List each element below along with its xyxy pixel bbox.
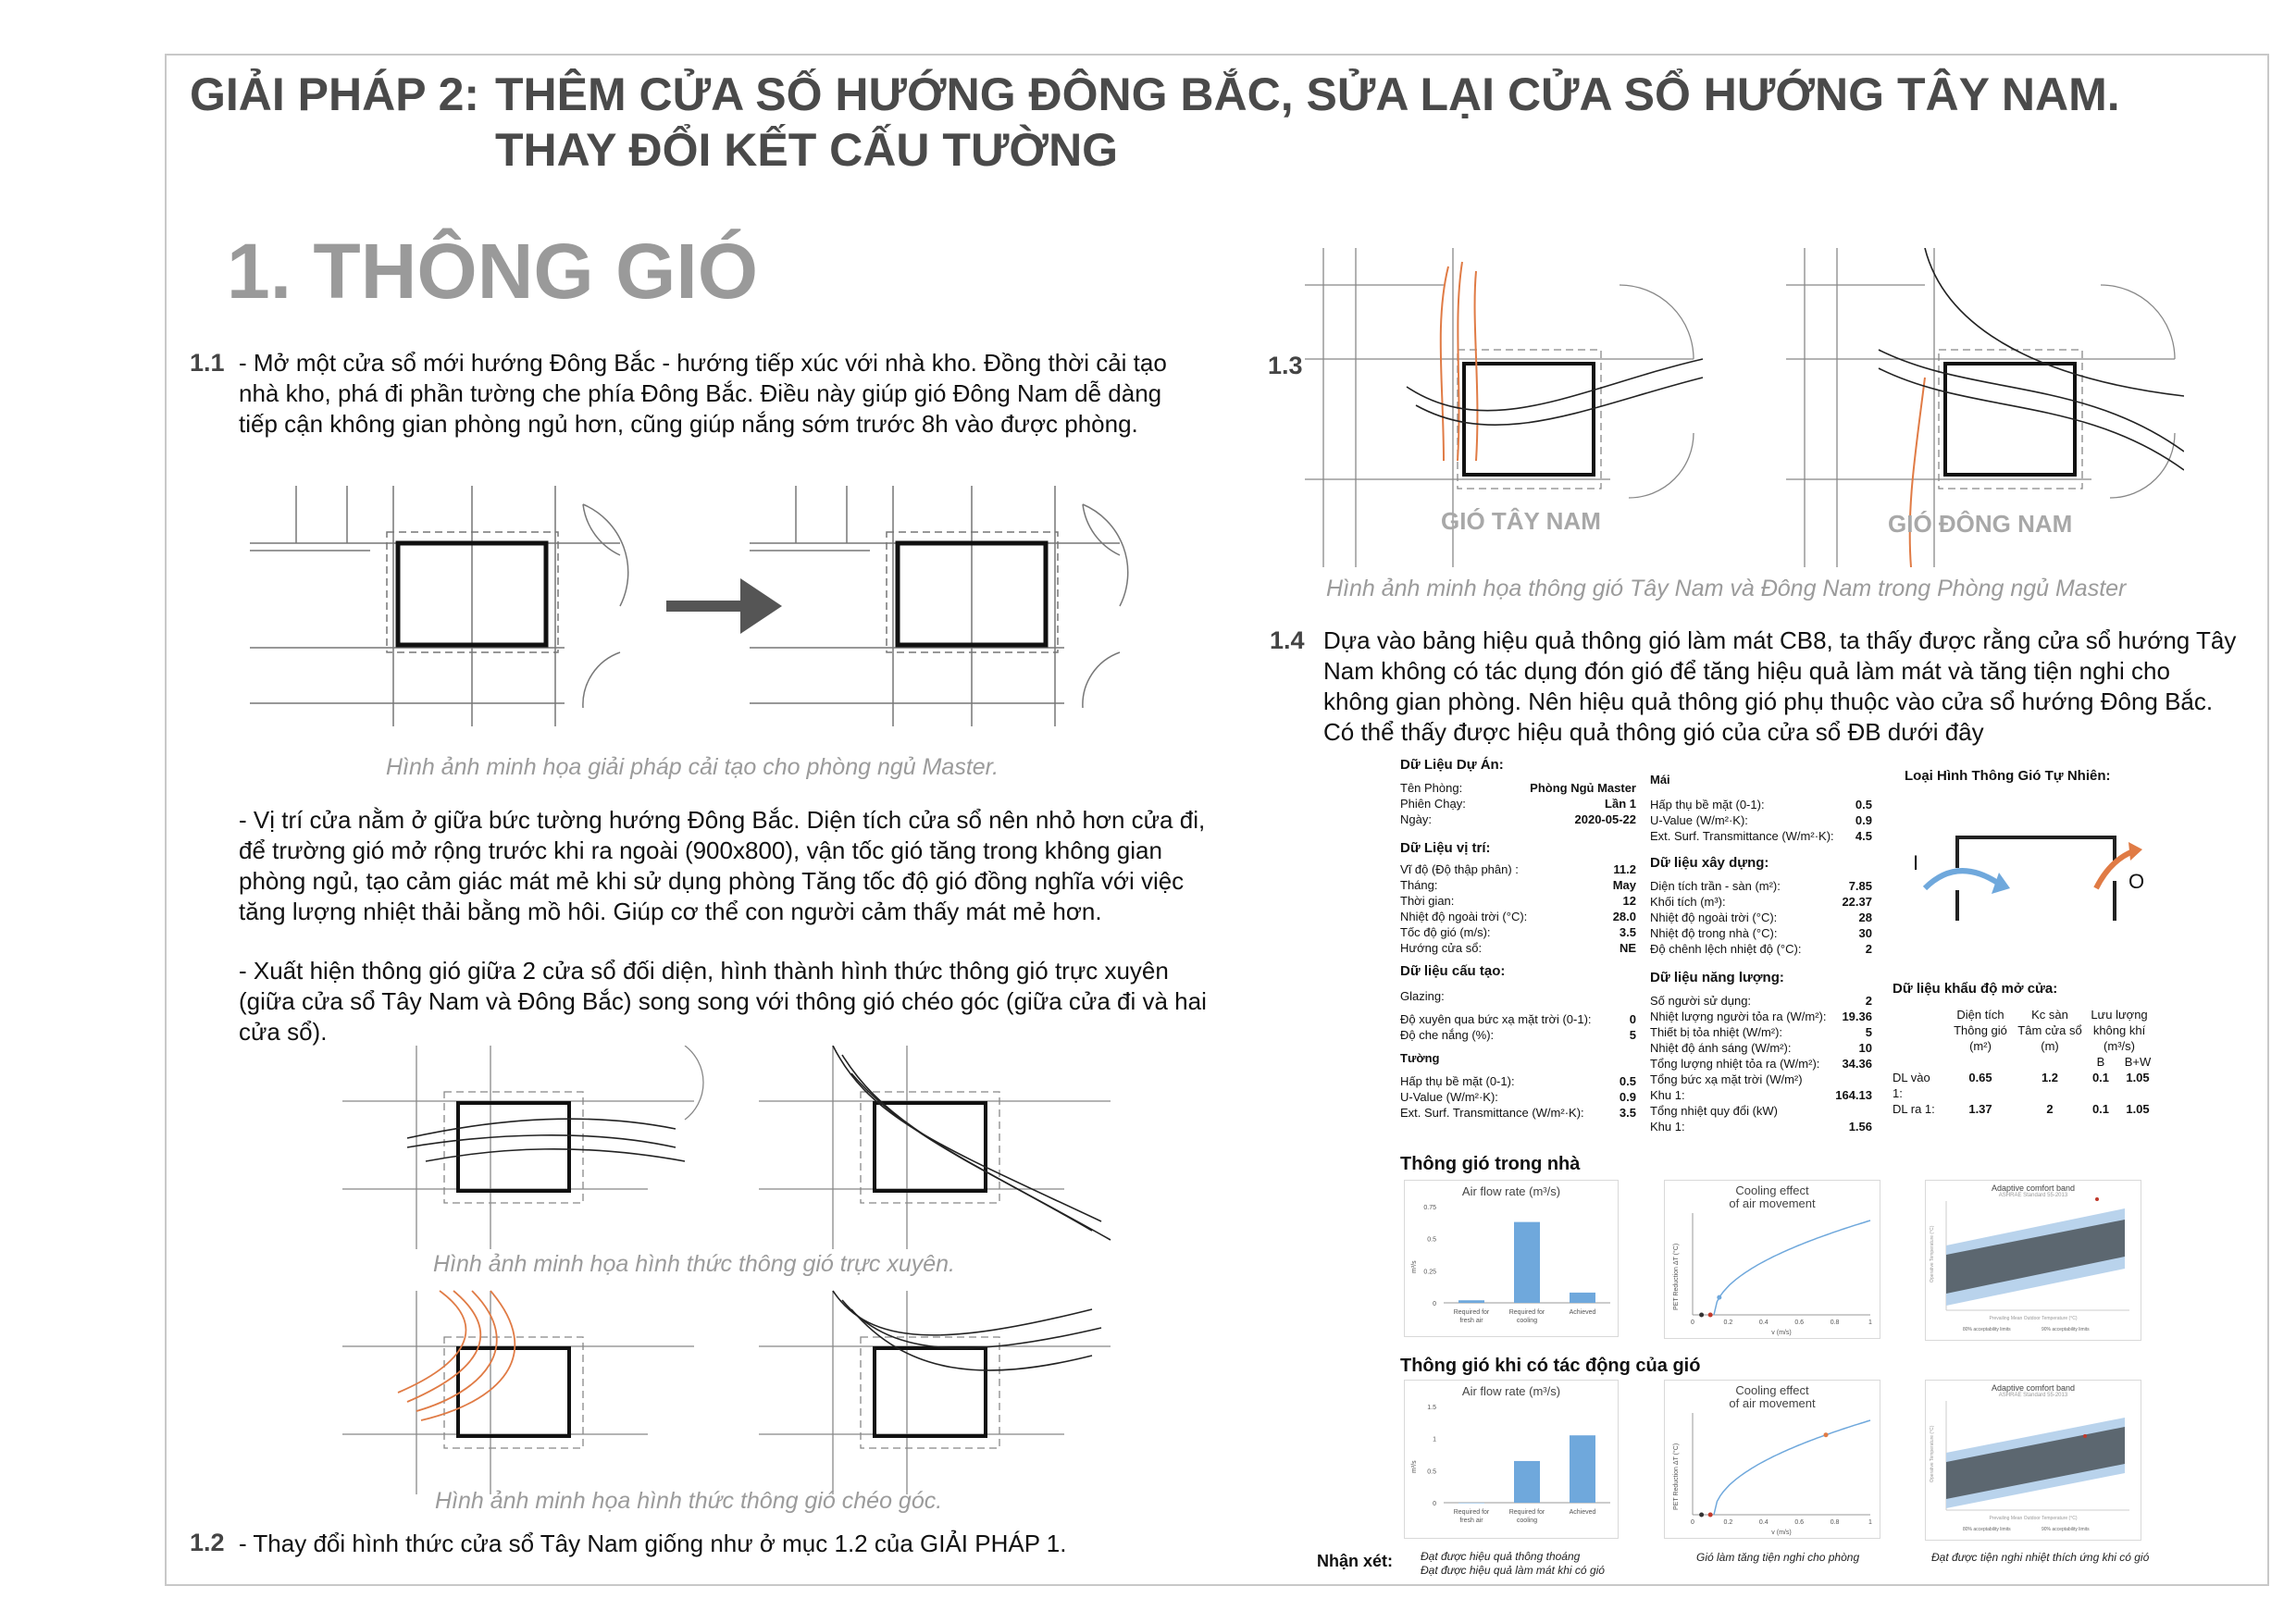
energy-row bbox=[1650, 993, 1872, 1009]
x-tick-label: 0.6 bbox=[1794, 1319, 1805, 1326]
location-row bbox=[1400, 861, 1636, 877]
opening-bw-row bbox=[1893, 1054, 2161, 1070]
achieved-point bbox=[1717, 1295, 1721, 1300]
reference-point bbox=[1699, 1313, 1704, 1318]
row-value: 3.5 bbox=[1619, 1106, 1636, 1120]
caption-cross-ventilation: Hình ảnh minh họa hình thức thông gió trực xuyên. bbox=[433, 1251, 955, 1277]
build-row bbox=[1650, 910, 1872, 925]
bar bbox=[1570, 1293, 1595, 1303]
energy-row bbox=[1650, 1119, 1872, 1134]
y-axis-label: PET Reduction ΔT (°C) bbox=[1673, 1443, 1680, 1510]
row-value: 0.5 bbox=[1855, 798, 1872, 812]
y-tick-label: 0 bbox=[1433, 1501, 1436, 1507]
row-key: Nhiệt độ ánh sáng (W/m²): bbox=[1650, 1041, 1792, 1055]
row-key: Phiên Chạy: bbox=[1400, 797, 1466, 811]
outlet-label: O bbox=[2128, 870, 2145, 893]
comfort-legend-90: 90% acceptability limits bbox=[2042, 1327, 2090, 1332]
row-value: 1.37 bbox=[1968, 1102, 1992, 1116]
build-row bbox=[1650, 878, 1872, 894]
x-tick-label: 0.2 bbox=[1723, 1519, 1733, 1526]
solution-title-line1: THÊM CỬA SỐ HƯỚNG ĐÔNG BẮC, SỬA LẠI CỬA SỔ HƯỚNG TÂY NAM. bbox=[495, 68, 2120, 120]
inlet-label: I bbox=[1913, 851, 1919, 874]
opening-unit: (m²) bbox=[1969, 1039, 1992, 1053]
construction-row bbox=[1400, 1011, 1636, 1027]
row-value: 2020-05-22 bbox=[1574, 812, 1636, 826]
project-data-block bbox=[1400, 757, 1636, 1121]
opening-units-row bbox=[1893, 1038, 2161, 1054]
row-value: 0.1 bbox=[2091, 1071, 2110, 1084]
caption-renovation: Hình ảnh minh họa giải pháp cải tạo cho phòng ngủ Master. bbox=[386, 754, 999, 780]
location-row bbox=[1400, 893, 1636, 909]
y-tick-label: 0.5 bbox=[1427, 1468, 1436, 1476]
y-tick-label: 0 bbox=[1433, 1301, 1436, 1307]
comfort-x-label: Prevailing Mean Outdoor Temperature (°C) bbox=[1989, 1516, 2078, 1521]
airflow-chart-wind bbox=[1404, 1380, 1619, 1539]
bar bbox=[1514, 1222, 1540, 1303]
energy-row bbox=[1650, 1103, 1872, 1119]
cooling-title-line1: Cooling effect bbox=[1735, 1183, 1809, 1197]
opening-head: Tâm cửa sổ bbox=[2017, 1023, 2082, 1037]
comfort-chart-subtitle: ASHRAE Standard 55-2013 bbox=[1998, 1193, 2068, 1198]
row-value: 12 bbox=[1622, 894, 1636, 908]
energy-row bbox=[1650, 1024, 1872, 1040]
y-tick-label: 1 bbox=[1433, 1436, 1436, 1443]
bar bbox=[1458, 1503, 1484, 1504]
row-value: 1.2 bbox=[2041, 1071, 2059, 1084]
opening-data-title: Dữ liệu khẩu độ mở cửa: bbox=[1893, 981, 2058, 997]
wall-row bbox=[1400, 1073, 1636, 1089]
airflow-chart-indoor bbox=[1404, 1180, 1619, 1337]
row-key: Thiết bị tỏa nhiệt (W/m²): bbox=[1650, 1025, 1783, 1039]
note-airflow-line1: Đạt được hiệu quả thông thoáng bbox=[1421, 1550, 1581, 1563]
roof-row bbox=[1650, 812, 1872, 828]
item-1-2-text: - Thay đổi hình thức cửa sổ Tây Nam giống như ở mục 1.2 của GIẢI PHÁP 1. bbox=[239, 1530, 1067, 1557]
y-axis-label: PET Reduction ΔT (°C) bbox=[1673, 1243, 1680, 1310]
plan-renovation-diagram bbox=[250, 486, 1185, 726]
row-key: Nhiệt độ ngoài trời (°C): bbox=[1400, 910, 1528, 923]
indoor-ventilation-title: Thông gió trong nhà bbox=[1400, 1154, 1581, 1174]
roof-row bbox=[1650, 797, 1872, 812]
airflow-bar-plot bbox=[1405, 1381, 1618, 1538]
item-1-1-text: - Mở một cửa sổ mới hướng Đông Bắc - hướng tiếp xúc với nhà kho. Đồng thời cải tạo nhà kho, phá đi phần tường che phía Đông Bắc. Điều này giúp gió Đông Nam dễ dàng tiếp cận không gian phòng ngủ hơn, cũng giúp nắng sớm trước 8h vào được phòng. bbox=[239, 349, 1167, 438]
opening-head: Lưu lượng bbox=[2091, 1008, 2148, 1022]
reference-point bbox=[1699, 1513, 1704, 1518]
x-tick-label: 1 bbox=[1868, 1519, 1872, 1526]
caption-wind-directions: Hình ảnh minh họa thông gió Tây Nam và Đông Nam trong Phòng ngủ Master bbox=[1326, 576, 2127, 601]
row-key: Nhiệt lượng người tỏa ra (W/m²): bbox=[1650, 1010, 1827, 1023]
comfort-legend-80: 80% acceptability limits bbox=[1963, 1327, 2011, 1332]
category-label: cooling bbox=[1516, 1518, 1538, 1524]
opening-head: Kc sàn bbox=[2031, 1008, 2068, 1022]
comfort-legend-90: 90% acceptability limits bbox=[2042, 1527, 2090, 1532]
energy-row bbox=[1650, 1009, 1872, 1024]
row-value: 5 bbox=[1865, 1025, 1872, 1039]
energy-row bbox=[1650, 1056, 1872, 1072]
row-key: Khu 1: bbox=[1650, 1088, 1685, 1102]
category-label: Required for bbox=[1453, 1309, 1490, 1316]
opening-head: không khí bbox=[2092, 1023, 2146, 1037]
category-label: cooling bbox=[1516, 1318, 1538, 1324]
airflow-bar-plot bbox=[1405, 1181, 1618, 1336]
row-key: Khu 1: bbox=[1650, 1120, 1685, 1134]
cooling-curve bbox=[1714, 1220, 1870, 1315]
note-airflow bbox=[1421, 1550, 1605, 1578]
x-tick-label: 0.4 bbox=[1758, 1519, 1769, 1526]
row-value: 2 bbox=[1865, 994, 1872, 1008]
comfort-chart-title: Adaptive comfort band bbox=[1991, 1183, 2076, 1193]
airflow-chart-title: Air flow rate (m³/s) bbox=[1461, 1184, 1561, 1198]
opening-head-row bbox=[1893, 1022, 2161, 1038]
row-key: Hấp thụ bề mặt (0-1): bbox=[1650, 798, 1765, 812]
row-key: Thời gian: bbox=[1400, 894, 1455, 908]
row-key: Độ xuyên qua bức xạ mặt trời (0-1): bbox=[1400, 1012, 1592, 1026]
row-value: 7.85 bbox=[1848, 879, 1872, 893]
row-value: 164.13 bbox=[1835, 1088, 1872, 1102]
row-value: 11.2 bbox=[1613, 862, 1636, 876]
row-value: 30 bbox=[1858, 926, 1872, 940]
x-tick-label: 1 bbox=[1868, 1319, 1872, 1326]
row-key: U-Value (W/m²·K): bbox=[1400, 1090, 1498, 1104]
bar bbox=[1458, 1300, 1484, 1303]
row-value: 1.05 bbox=[2126, 1071, 2150, 1084]
row-key: DL ra 1: bbox=[1893, 1102, 1935, 1116]
caption-corner-ventilation: Hình ảnh minh họa hình thức thông gió chéo góc. bbox=[435, 1488, 943, 1514]
row-value: 0 bbox=[1629, 1012, 1636, 1026]
natural-ventilation-icon bbox=[1906, 814, 2147, 944]
row-key: Độ chênh lệch nhiệt độ (°C): bbox=[1650, 942, 1802, 956]
row-value: 10 bbox=[1858, 1041, 1872, 1055]
row-key: Hướng cửa sổ: bbox=[1400, 941, 1483, 955]
section-title: 1. THÔNG GIÓ bbox=[227, 228, 759, 315]
opening-head: Diện tích bbox=[1956, 1008, 2004, 1022]
energy-data-title: Dữ liệu năng lượng: bbox=[1650, 970, 1784, 985]
x-axis-label: v (m/s) bbox=[1771, 1330, 1792, 1336]
cooling-curve-plot bbox=[1665, 1181, 1880, 1338]
row-value: 19.36 bbox=[1842, 1010, 1872, 1023]
build-row bbox=[1650, 894, 1872, 910]
row-key: Ext. Surf. Transmittance (W/m²·K): bbox=[1650, 829, 1834, 843]
x-tick-label: 0.8 bbox=[1830, 1519, 1840, 1526]
row-key: Nhiệt độ ngoài trời (°C): bbox=[1650, 911, 1778, 924]
notes-label: Nhận xét: bbox=[1317, 1552, 1394, 1570]
opening-bw: B bbox=[2096, 1055, 2105, 1069]
cooling-title-line1: Cooling effect bbox=[1735, 1383, 1809, 1397]
construction-data-title: Dữ liệu cấu tạo: bbox=[1400, 963, 1506, 979]
opening-head: Thông gió bbox=[1954, 1023, 2007, 1037]
airflow-chart-title: Air flow rate (m³/s) bbox=[1461, 1384, 1561, 1398]
location-row bbox=[1400, 909, 1636, 924]
x-axis-label: v (m/s) bbox=[1771, 1530, 1792, 1536]
row-key: Tổng bức xạ mặt trời (W/m²) bbox=[1650, 1072, 1803, 1086]
natural-ventilation-title: Loại Hình Thông Gió Tự Nhiên: bbox=[1905, 768, 2111, 784]
row-key: Hấp thụ bề mặt (0-1): bbox=[1400, 1074, 1515, 1088]
build-data-title: Dữ liệu xây dựng: bbox=[1650, 855, 1769, 871]
x-tick-label: 0 bbox=[1691, 1319, 1694, 1326]
row-key: Số người sử dụng: bbox=[1650, 994, 1752, 1008]
row-key: Ngày: bbox=[1400, 812, 1432, 826]
reference-point bbox=[1708, 1313, 1713, 1318]
energy-row bbox=[1650, 1040, 1872, 1056]
row-value: 0.9 bbox=[1619, 1090, 1636, 1104]
row-key: Tốc độ gió (m/s): bbox=[1400, 925, 1491, 939]
achieved-point bbox=[1824, 1432, 1829, 1437]
row-key: DL vào 1: bbox=[1893, 1071, 1930, 1100]
row-value: 28 bbox=[1858, 911, 1872, 924]
building-data-block bbox=[1650, 772, 1872, 1134]
row-key: Ext. Surf. Transmittance (W/m²·K): bbox=[1400, 1106, 1584, 1120]
row-value: 1.56 bbox=[1848, 1120, 1872, 1134]
wall-row bbox=[1400, 1105, 1636, 1121]
item-1-1-number: 1.1 bbox=[190, 349, 225, 377]
wall-title: Tường bbox=[1400, 1051, 1440, 1065]
y-tick-label: 0.5 bbox=[1427, 1236, 1436, 1244]
row-value: 3.5 bbox=[1619, 925, 1636, 939]
build-row bbox=[1650, 941, 1872, 957]
roof-row bbox=[1650, 828, 1872, 844]
label-southeast-wind: GIÓ ĐÔNG NAM bbox=[1888, 510, 2073, 538]
row-key: Nhiệt độ trong nhà (°C): bbox=[1650, 926, 1778, 940]
row-value: 5 bbox=[1629, 1028, 1636, 1042]
category-label: fresh air bbox=[1459, 1518, 1483, 1524]
item-1-1-paragraph-2: - Vị trí cửa nằm ở giữa bức tường hướng Đông Bắc. Diện tích cửa sổ nên nhỏ hơn cửa đi, để trường gió mở rộng trước khi ra ngoài (900x800), vận tốc gió tăng trong không gian phòng ngủ, tạo cảm giác mát mẻ khi sử dụng phòng Tăng tốc độ gió đồng nghĩa với việc tăng lượng nhiệt thải bằng mồ hôi. Giúp cơ thể con người cảm thấy mát mẻ hơn. bbox=[239, 806, 1206, 925]
wind-ventilation-title: Thông gió khi có tác động của gió bbox=[1400, 1356, 1701, 1376]
opening-head-row bbox=[1893, 1007, 2161, 1022]
row-value: 0.1 bbox=[2091, 1102, 2110, 1116]
item-1-3-number: 1.3 bbox=[1268, 352, 1303, 379]
location-row bbox=[1400, 924, 1636, 940]
label-southwest-wind: GIÓ TÂY NAM bbox=[1441, 507, 1601, 535]
opening-unit: (m³/s) bbox=[2104, 1039, 2135, 1053]
energy-row bbox=[1650, 1072, 1872, 1087]
roof-title: Mái bbox=[1650, 773, 1670, 787]
row-value: 0.65 bbox=[1968, 1071, 1992, 1084]
location-row bbox=[1400, 877, 1636, 893]
note-airflow-line2: Đạt được hiệu quả làm mát khi có gió bbox=[1421, 1564, 1605, 1577]
row-value: 1.05 bbox=[2126, 1102, 2150, 1116]
category-label: Required for bbox=[1508, 1509, 1545, 1516]
category-label: Achieved bbox=[1569, 1509, 1596, 1516]
row-value: NE bbox=[1619, 941, 1636, 955]
row-value: 2 bbox=[1865, 942, 1872, 956]
row-value: 34.36 bbox=[1842, 1057, 1872, 1071]
x-tick-label: 0.4 bbox=[1758, 1319, 1769, 1326]
y-axis-label: m³/s bbox=[1411, 1460, 1418, 1473]
glazing-label: Glazing: bbox=[1400, 989, 1445, 1003]
opening-row bbox=[1893, 1070, 2161, 1101]
row-key: U-Value (W/m²·K): bbox=[1650, 813, 1748, 827]
wall-row bbox=[1400, 1089, 1636, 1105]
location-row bbox=[1400, 940, 1636, 956]
note-comfort: Đạt được tiện nghi nhiệt thích ứng khi có gió bbox=[1931, 1551, 2150, 1564]
solution-title-line2: THAY ĐỔI KẾT CẤU TƯỜNG bbox=[495, 124, 1119, 176]
category-label: Required for bbox=[1453, 1509, 1490, 1516]
item-1-4-number: 1.4 bbox=[1270, 626, 1305, 654]
cooling-title-line2: of air movement bbox=[1729, 1396, 1816, 1410]
reference-point bbox=[1708, 1513, 1713, 1518]
item-1-4-text: Dựa vào bảng hiệu quả thông gió làm mát CB8, ta thấy được rằng cửa sổ hướng Tây Nam không có tác dụng đón gió để tăng hiệu quả làm mát và tăng tiện nghi cho không gian phòng. Nên hiệu quả thông gió phụ thuộc vào cửa sổ hướng Đông Bắc. Có thể thấy được hiệu quả thông gió của cửa sổ ĐB dưới đây bbox=[1323, 626, 2237, 746]
comfort-y-label: Operative Temperature (°C) bbox=[1930, 1425, 1935, 1482]
construction-row bbox=[1400, 1027, 1636, 1043]
solution-label: GIẢI PHÁP 2: bbox=[190, 68, 480, 120]
category-label: Achieved bbox=[1569, 1309, 1596, 1316]
location-data-title: Dữ Liệu vị trí: bbox=[1400, 840, 1491, 856]
item-1-2-number: 1.2 bbox=[190, 1529, 225, 1556]
row-key: Tên Phòng: bbox=[1400, 781, 1463, 795]
opening-bw: B+W bbox=[2124, 1055, 2152, 1069]
category-label: fresh air bbox=[1459, 1318, 1483, 1324]
comfort-chart-subtitle: ASHRAE Standard 55-2013 bbox=[1998, 1393, 2068, 1398]
project-row bbox=[1400, 812, 1636, 827]
energy-row bbox=[1650, 1087, 1872, 1103]
row-key: Tổng lượng nhiệt tỏa ra (W/m²): bbox=[1650, 1057, 1820, 1071]
bar bbox=[1570, 1435, 1595, 1503]
comfort-chart-title: Adaptive comfort band bbox=[1991, 1383, 2076, 1393]
opening-row bbox=[1893, 1101, 2161, 1117]
opening-unit: (m) bbox=[2041, 1039, 2059, 1053]
item-1-1-paragraph-3: - Xuất hiện thông gió giữa 2 cửa sổ đối diện, hình thành hình thức thông gió trực xuyên (giữa cửa sổ Tây Nam và Đông Bắc) song song với thông gió chéo góc (giữa cửa đi và hai cửa sổ). bbox=[239, 957, 1207, 1046]
row-value: 0.5 bbox=[1619, 1074, 1636, 1088]
row-key: Tháng: bbox=[1400, 878, 1438, 892]
comfort-legend-80: 80% acceptability limits bbox=[1963, 1527, 2011, 1532]
row-key: Khối tích (m³): bbox=[1650, 895, 1726, 909]
row-value: 2 bbox=[2046, 1102, 2054, 1116]
note-cooling: Gió làm tăng tiện nghi cho phòng bbox=[1696, 1551, 1860, 1564]
x-tick-label: 0.6 bbox=[1794, 1519, 1805, 1526]
cooling-chart-indoor bbox=[1664, 1180, 1880, 1339]
project-data-title: Dữ Liệu Dự Án: bbox=[1400, 757, 1504, 773]
row-value: 0.9 bbox=[1855, 813, 1872, 827]
cooling-chart-wind bbox=[1664, 1380, 1880, 1539]
cooling-curve bbox=[1714, 1420, 1870, 1515]
row-value: Phòng Ngủ Master bbox=[1530, 781, 1636, 795]
y-tick-label: 0.75 bbox=[1423, 1205, 1436, 1211]
bar bbox=[1514, 1461, 1540, 1503]
row-value: 4.5 bbox=[1855, 829, 1872, 843]
y-tick-label: 1.5 bbox=[1427, 1405, 1436, 1411]
comfort-chart-indoor bbox=[1925, 1180, 2141, 1341]
row-value: 22.37 bbox=[1842, 895, 1872, 909]
category-label: Required for bbox=[1508, 1309, 1545, 1316]
y-tick-label: 0.25 bbox=[1423, 1269, 1436, 1276]
cooling-curve-plot bbox=[1665, 1381, 1880, 1538]
row-value: Lần 1 bbox=[1605, 797, 1636, 811]
x-tick-label: 0.8 bbox=[1830, 1319, 1840, 1326]
cooling-title-line2: of air movement bbox=[1729, 1196, 1816, 1210]
row-key: Tổng nhiệt quy đổi (kW) bbox=[1650, 1104, 1779, 1118]
comfort-y-label: Operative Temperature (°C) bbox=[1930, 1225, 1935, 1282]
project-row bbox=[1400, 796, 1636, 812]
row-value: 28.0 bbox=[1612, 910, 1636, 923]
row-value: May bbox=[1612, 878, 1636, 892]
row-key: Diện tích trần - sàn (m²): bbox=[1650, 879, 1781, 893]
project-row bbox=[1400, 780, 1636, 796]
comfort-chart-wind bbox=[1925, 1380, 2141, 1541]
build-row bbox=[1650, 925, 1872, 941]
y-axis-label: m³/s bbox=[1411, 1260, 1418, 1273]
x-tick-label: 0.2 bbox=[1723, 1319, 1733, 1326]
opening-data-table bbox=[1893, 1007, 2161, 1117]
row-key: Độ che nắng (%): bbox=[1400, 1028, 1495, 1042]
row-key: Vĩ độ (Độ thập phân) : bbox=[1400, 862, 1519, 876]
comfort-x-label: Prevailing Mean Outdoor Temperature (°C) bbox=[1989, 1316, 2078, 1321]
x-tick-label: 0 bbox=[1691, 1519, 1694, 1526]
